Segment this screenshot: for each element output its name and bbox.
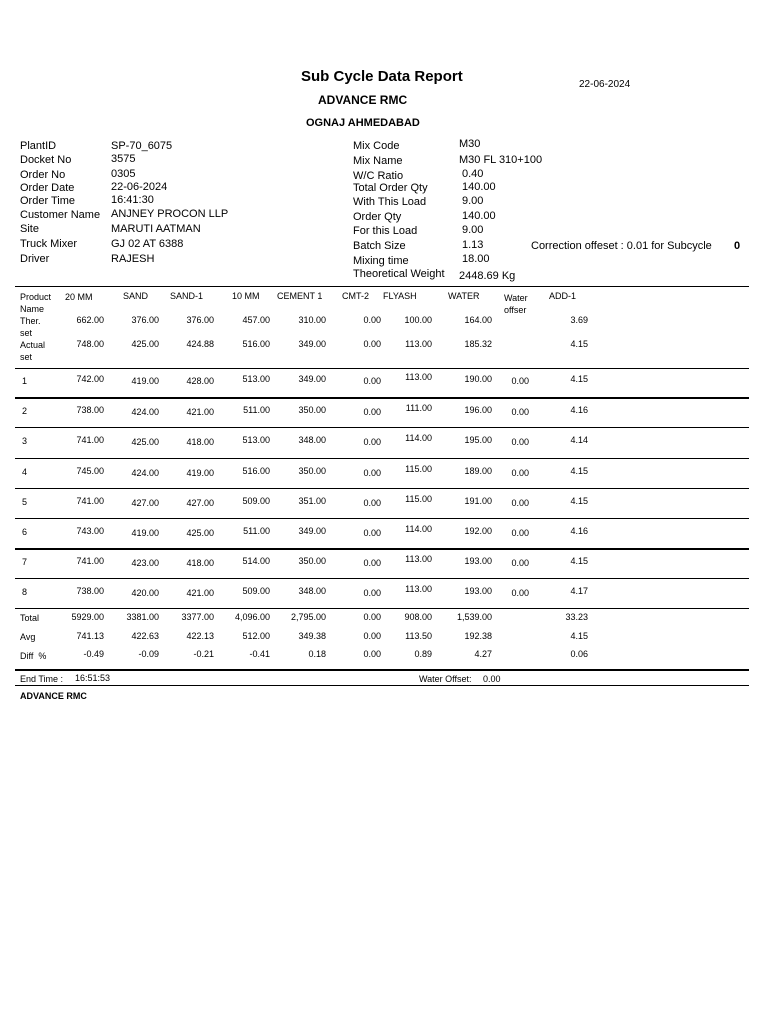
row-cell-cement-1: 351.00 <box>298 496 326 506</box>
actual-set-cell-cement-1: 349.00 <box>298 339 326 349</box>
row-cell-water-offset: 0.00 <box>511 498 529 508</box>
row-cell-cmt-2: 0.00 <box>363 558 381 568</box>
info-value-order-no: 0305 <box>111 168 136 180</box>
header-water-offset-line2: offser <box>504 305 527 315</box>
info-value-wc-ratio: 0.40 <box>462 168 484 180</box>
row-cell-10mm: 509.00 <box>242 586 270 596</box>
row-cell-water-offset: 0.00 <box>511 558 529 568</box>
ther-set-cell-cmt-2: 0.00 <box>363 315 381 325</box>
ther-set-label-line1: Ther. <box>20 316 41 326</box>
row-cell-sand-1: 418.00 <box>186 437 214 447</box>
row-cell-sand-1: 418.00 <box>186 558 214 568</box>
ther-set-cell-cement-1: 310.00 <box>298 315 326 325</box>
info-value-driver: RAJESH <box>111 253 155 265</box>
rule-after-setpoints <box>15 368 749 369</box>
header-sand: SAND <box>123 291 149 301</box>
header-add-1: ADD-1 <box>549 291 577 301</box>
row-cell-cmt-2: 0.00 <box>363 588 381 598</box>
actual-set-cell-cmt-2: 0.00 <box>363 339 381 349</box>
row-number: 8 <box>22 587 28 597</box>
row-cell-water: 191.00 <box>464 496 492 506</box>
row-cell-cement-1: 348.00 <box>298 435 326 445</box>
row-number: 5 <box>22 497 28 507</box>
info-label-driver: Driver <box>20 253 50 265</box>
row-cell-20mm: 745.00 <box>76 466 104 476</box>
row-cell-water-offset: 0.00 <box>511 528 529 538</box>
total-cell-20mm: 5929.00 <box>71 612 104 622</box>
row-cell-10mm: 511.00 <box>243 405 270 415</box>
row-number: 6 <box>22 527 28 537</box>
row-cell-cmt-2: 0.00 <box>363 468 381 478</box>
info-label-mixing-time: Mixing time <box>353 255 409 267</box>
row-cell-cmt-2: 0.00 <box>363 528 381 538</box>
info-value-truck: GJ 02 AT 6388 <box>111 238 184 250</box>
rule-after-row-4 <box>15 488 749 489</box>
avg-cell-cement-1: 349.38 <box>298 631 326 641</box>
row-cell-flyash: 113.00 <box>405 554 432 564</box>
row-cell-add-1: 4.15 <box>570 556 588 566</box>
info-label-order-time: Order Time <box>20 195 76 207</box>
row-number: 3 <box>22 436 28 446</box>
diff-cell-add-1: 0.06 <box>570 649 588 659</box>
row-cell-water: 189.00 <box>464 466 492 476</box>
rule-after-row-7 <box>15 578 749 579</box>
total-label: Total <box>20 613 40 623</box>
row-cell-water: 195.00 <box>464 435 492 445</box>
header-product-line2: Name <box>20 304 45 314</box>
row-cell-water-offset: 0.00 <box>511 437 529 447</box>
row-cell-20mm: 741.00 <box>76 556 104 566</box>
ther-set-cell-20mm: 662.00 <box>76 315 104 325</box>
row-cell-water: 196.00 <box>464 405 492 415</box>
row-cell-add-1: 4.17 <box>570 586 588 596</box>
total-cell-add-1: 33.23 <box>565 612 588 622</box>
row-cell-cement-1: 349.00 <box>298 374 326 384</box>
header-cmt-2: CMT-2 <box>342 291 369 301</box>
info-value-order-date: 22-06-2024 <box>111 181 168 193</box>
row-cell-sand: 423.00 <box>131 558 159 568</box>
info-label-wc-ratio: W/C Ratio <box>353 170 404 182</box>
diff-cell-sand: -0.09 <box>138 649 159 659</box>
info-label-total-order-qty: Total Order Qty <box>353 182 428 194</box>
header-10mm: 10 MM <box>232 291 260 301</box>
end-time-label: End Time : <box>20 674 64 684</box>
rule-after-row-2 <box>15 427 749 428</box>
row-cell-flyash: 113.00 <box>405 584 432 594</box>
row-cell-20mm: 738.00 <box>76 586 104 596</box>
row-cell-sand-1: 419.00 <box>186 468 214 478</box>
correction-offset-text: Correction offeset : 0.01 for Subcycle <box>531 240 712 252</box>
header-sand-1: SAND-1 <box>170 291 204 301</box>
info-value-order-time: 16:41:30 <box>111 194 154 206</box>
header-cement-1: CEMENT 1 <box>277 291 323 301</box>
row-cell-sand: 420.00 <box>131 588 159 598</box>
row-cell-water-offset: 0.00 <box>511 407 529 417</box>
actual-set-cell-water: 185.32 <box>464 339 492 349</box>
row-cell-add-1: 4.15 <box>570 374 588 384</box>
avg-label: Avg <box>20 632 36 642</box>
row-cell-water: 193.00 <box>464 556 492 566</box>
row-cell-sand-1: 428.00 <box>186 376 214 386</box>
info-label-mix-code: Mix Code <box>353 140 400 152</box>
row-cell-add-1: 4.16 <box>570 405 588 415</box>
total-cell-water: 1,539.00 <box>456 612 492 622</box>
row-number: 1 <box>22 376 28 386</box>
actual-set-cell-add-1: 4.15 <box>570 339 588 349</box>
info-value-mix-code: M30 <box>459 138 481 150</box>
row-cell-sand-1: 425.00 <box>186 528 214 538</box>
row-cell-water-offset: 0.00 <box>511 588 529 598</box>
info-value-total-order-qty: 140.00 <box>462 181 496 193</box>
row-cell-sand: 424.00 <box>131 407 159 417</box>
rule-after-row-3 <box>15 458 749 459</box>
plant-location: OGNAJ AHMEDABAD <box>306 117 420 129</box>
avg-cell-cmt-2: 0.00 <box>363 631 381 641</box>
header-product-line1: Product <box>20 292 52 302</box>
info-value-for-this-load: 9.00 <box>462 224 484 236</box>
row-cell-water: 190.00 <box>464 374 492 384</box>
row-cell-water-offset: 0.00 <box>511 468 529 478</box>
diff-cell-cement-1: 0.18 <box>308 649 326 659</box>
total-cell-sand-1: 3377.00 <box>181 612 214 622</box>
info-label-docket: Docket No <box>20 154 72 166</box>
row-cell-water: 193.00 <box>464 586 492 596</box>
avg-cell-add-1: 4.15 <box>570 631 588 641</box>
report-date: 22-06-2024 <box>579 79 631 90</box>
actual-set-cell-flyash: 113.00 <box>405 339 432 349</box>
row-cell-cement-1: 348.00 <box>298 586 326 596</box>
row-cell-cement-1: 350.00 <box>298 405 326 415</box>
row-cell-20mm: 741.00 <box>76 496 104 506</box>
row-cell-20mm: 743.00 <box>76 526 104 536</box>
info-label-theoretical-weight: Theoretical Weight <box>353 268 445 280</box>
actual-set-label-line2: set <box>20 352 33 362</box>
diff-label: Diff % <box>20 651 47 661</box>
row-cell-add-1: 4.16 <box>570 526 588 536</box>
row-cell-water-offset: 0.00 <box>511 376 529 386</box>
row-cell-10mm: 513.00 <box>242 374 270 384</box>
row-cell-10mm: 516.00 <box>242 466 270 476</box>
rule-after-row-8 <box>15 608 749 609</box>
info-label-order-date: Order Date <box>20 182 75 194</box>
row-cell-cement-1: 350.00 <box>298 466 326 476</box>
row-cell-sand: 425.00 <box>131 437 159 447</box>
avg-cell-10mm: 512.00 <box>242 631 270 641</box>
total-cell-cement-1: 2,795.00 <box>290 612 326 622</box>
info-value-theoretical-weight: 2448.69 Kg <box>459 270 516 282</box>
row-cell-cmt-2: 0.00 <box>363 437 381 447</box>
row-cell-sand-1: 427.00 <box>186 498 214 508</box>
row-cell-20mm: 742.00 <box>76 374 104 384</box>
actual-set-cell-20mm: 748.00 <box>76 339 104 349</box>
rule-after-row-5 <box>15 518 749 519</box>
info-value-plantid: SP-70_6075 <box>111 140 173 152</box>
row-cell-flyash: 115.00 <box>405 464 432 474</box>
ther-set-cell-sand-1: 376.00 <box>186 315 214 325</box>
row-number: 2 <box>22 406 28 416</box>
actual-set-label-line1: Actual <box>20 340 46 350</box>
info-label-with-this-load: With This Load <box>353 196 427 208</box>
info-label-plantid: PlantID <box>20 140 57 152</box>
end-time-value: 16:51:53 <box>75 673 111 683</box>
rule-after-row-1 <box>15 397 749 399</box>
row-cell-10mm: 514.00 <box>242 556 270 566</box>
avg-cell-sand: 422.63 <box>131 631 159 641</box>
info-label-customer: Customer Name <box>20 209 101 221</box>
info-label-order-no: Order No <box>20 169 66 181</box>
diff-cell-water: 4.27 <box>474 649 492 659</box>
info-value-order-qty: 140.00 <box>462 210 496 222</box>
row-cell-cement-1: 349.00 <box>298 526 326 536</box>
row-cell-cmt-2: 0.00 <box>363 376 381 386</box>
diff-cell-sand-1: -0.21 <box>193 649 214 659</box>
actual-set-cell-sand: 425.00 <box>131 339 159 349</box>
total-cell-flyash: 908.00 <box>404 612 432 622</box>
row-cell-flyash: 115.00 <box>405 494 432 504</box>
row-cell-cmt-2: 0.00 <box>363 498 381 508</box>
avg-cell-20mm: 741.13 <box>76 631 104 641</box>
info-value-mixing-time: 18.00 <box>462 253 490 265</box>
ther-set-cell-water: 164.00 <box>464 315 492 325</box>
ther-set-label-line2: set <box>20 328 33 338</box>
header-water: WATER <box>448 291 480 301</box>
ther-set-cell-sand: 376.00 <box>131 315 159 325</box>
info-label-site: Site <box>20 223 39 235</box>
info-value-batch-size: 1.13 <box>462 239 484 251</box>
rule-before-footer <box>15 669 749 671</box>
row-cell-add-1: 4.15 <box>570 496 588 506</box>
row-cell-flyash: 114.00 <box>405 524 432 534</box>
info-label-truck: Truck Mixer <box>20 238 78 250</box>
avg-cell-flyash: 113.50 <box>405 631 432 641</box>
report-title: Sub Cycle Data Report <box>301 68 463 85</box>
info-label-for-this-load: For this Load <box>353 225 418 237</box>
rule-after-footer <box>15 685 749 686</box>
row-number: 4 <box>22 467 28 477</box>
row-cell-flyash: 113.00 <box>405 372 432 382</box>
ther-set-cell-flyash: 100.00 <box>404 315 432 325</box>
total-cell-sand: 3381.00 <box>126 612 159 622</box>
info-value-site: MARUTI AATMAN <box>111 223 201 235</box>
row-cell-10mm: 511.00 <box>243 526 270 536</box>
diff-cell-flyash: 0.89 <box>414 649 432 659</box>
row-cell-add-1: 4.14 <box>570 435 588 445</box>
row-cell-flyash: 111.00 <box>405 403 432 413</box>
diff-cell-20mm: -0.49 <box>83 649 104 659</box>
info-value-with-this-load: 9.00 <box>462 195 484 207</box>
water-offset-value: 0.00 <box>483 674 501 684</box>
row-cell-cement-1: 350.00 <box>298 556 326 566</box>
header-20mm: 20 MM <box>65 292 93 302</box>
footer-brand: ADVANCE RMC <box>20 691 87 701</box>
diff-cell-cmt-2: 0.00 <box>363 649 381 659</box>
row-cell-add-1: 4.15 <box>570 466 588 476</box>
actual-set-cell-10mm: 516.00 <box>242 339 270 349</box>
info-label-mix-name: Mix Name <box>353 155 403 167</box>
actual-set-cell-sand-1: 424.88 <box>186 339 214 349</box>
info-value-mix-name: M30 FL 310+100 <box>459 154 543 166</box>
row-cell-sand-1: 421.00 <box>186 407 214 417</box>
row-cell-10mm: 513.00 <box>242 435 270 445</box>
row-cell-sand: 419.00 <box>131 528 159 538</box>
info-value-docket: 3575 <box>111 153 136 165</box>
header-flyash: FLYASH <box>383 291 417 301</box>
diff-cell-10mm: -0.41 <box>249 649 270 659</box>
info-value-customer: ANJNEY PROCON LLP <box>111 208 229 220</box>
total-cell-cmt-2: 0.00 <box>363 612 381 622</box>
row-cell-sand-1: 421.00 <box>186 588 214 598</box>
avg-cell-water: 192.38 <box>464 631 492 641</box>
info-label-batch-size: Batch Size <box>353 240 406 252</box>
info-label-order-qty: Order Qty <box>353 211 402 223</box>
row-cell-flyash: 114.00 <box>405 433 432 443</box>
ther-set-cell-10mm: 457.00 <box>242 315 270 325</box>
water-offset-label: Water Offset: <box>419 674 472 684</box>
row-cell-cmt-2: 0.00 <box>363 407 381 417</box>
correction-offset-value: 0 <box>734 240 741 252</box>
ther-set-cell-add-1: 3.69 <box>570 315 588 325</box>
row-cell-20mm: 741.00 <box>76 435 104 445</box>
rule-after-row-6 <box>15 548 749 550</box>
header-water-offset-line1: Water <box>504 293 528 303</box>
row-cell-sand: 419.00 <box>131 376 159 386</box>
row-cell-10mm: 509.00 <box>242 496 270 506</box>
row-cell-sand: 427.00 <box>131 498 159 508</box>
row-number: 7 <box>22 557 28 567</box>
row-cell-20mm: 738.00 <box>76 405 104 415</box>
avg-cell-sand-1: 422.13 <box>186 631 214 641</box>
rule-table-top <box>15 286 749 287</box>
row-cell-water: 192.00 <box>464 526 492 536</box>
company-name: ADVANCE RMC <box>318 93 408 107</box>
row-cell-sand: 424.00 <box>131 468 159 478</box>
total-cell-10mm: 4,096.00 <box>234 612 270 622</box>
